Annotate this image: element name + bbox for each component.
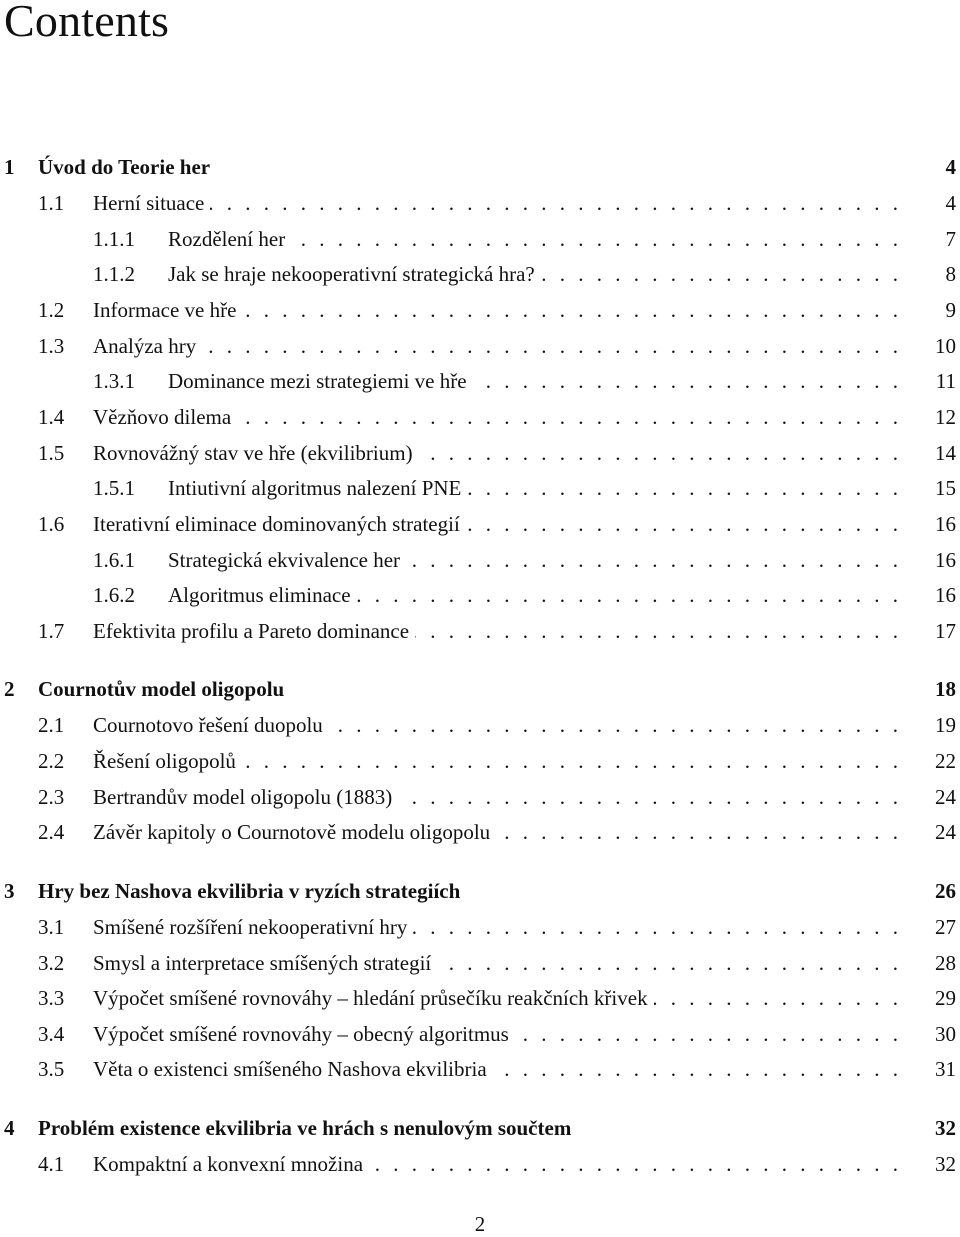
entry-title: Rozdělení her . . . bbox=[168, 224, 902, 254]
entry-number: 1 bbox=[4, 155, 15, 179]
entry-title: Algoritmus eliminace . . . bbox=[168, 580, 902, 610]
entry-title: Výpočet smíšené rovnováhy – hledání průsečíku reakčních křivek . . . bbox=[93, 983, 902, 1013]
entry-number: 1.2 bbox=[38, 298, 65, 322]
toc-section[interactable] bbox=[0, 817, 960, 847]
toc-section[interactable] bbox=[0, 948, 960, 978]
toc-section[interactable] bbox=[0, 746, 960, 776]
entry-title: Jak se hraje nekooperativní strategická hra? . . . bbox=[168, 259, 902, 289]
toc-section[interactable] bbox=[0, 983, 960, 1013]
toc-section[interactable] bbox=[0, 912, 960, 942]
entry-number: 1.4 bbox=[38, 405, 65, 429]
entry-title: Bertrandův model oligopolu (1883) . . . bbox=[93, 782, 902, 812]
toc-subsection[interactable] bbox=[0, 366, 960, 396]
entry-title: Výpočet smíšené rovnováhy – obecný algoritmus . . . bbox=[93, 1019, 902, 1049]
entry-number: 1.6.1 bbox=[93, 548, 135, 572]
entry-page: 16 bbox=[935, 583, 956, 607]
entry-page: 31 bbox=[935, 1057, 956, 1081]
entry-number: 3.1 bbox=[38, 915, 65, 939]
toc-chapter[interactable] bbox=[0, 152, 960, 182]
entry-number: 4 bbox=[4, 1116, 15, 1140]
toc-section[interactable] bbox=[0, 295, 960, 325]
entry-title: Informace ve hře . . . bbox=[93, 295, 902, 325]
toc-section[interactable] bbox=[0, 509, 960, 539]
toc-section[interactable] bbox=[0, 1019, 960, 1049]
entry-number: 1.7 bbox=[38, 619, 65, 643]
entry-title: Cournotovo řešení duopolu . . . bbox=[93, 710, 902, 740]
entry-title: Smíšené rozšíření nekooperativní hry . . . bbox=[93, 912, 902, 942]
entry-title: Věta o existenci smíšeného Nashova ekvilibria . . . bbox=[93, 1054, 902, 1084]
toc-subsection[interactable] bbox=[0, 259, 960, 289]
toc-section[interactable] bbox=[0, 616, 960, 646]
entry-page: 17 bbox=[935, 619, 956, 643]
entry-page: 12 bbox=[935, 405, 956, 429]
entry-number: 1.1.1 bbox=[93, 227, 135, 251]
entry-page: 24 bbox=[935, 820, 956, 844]
entry-number: 1.6 bbox=[38, 512, 65, 536]
entry-page: 28 bbox=[935, 951, 956, 975]
entry-title: Vězňovo dilema . . . bbox=[93, 402, 902, 432]
toc-section[interactable] bbox=[0, 782, 960, 812]
entry-page: 30 bbox=[935, 1022, 956, 1046]
toc-subsection[interactable] bbox=[0, 545, 960, 575]
entry-title: Herní situace . . . bbox=[93, 188, 902, 218]
entry-number: 2.2 bbox=[38, 749, 65, 773]
entry-page: 18 bbox=[935, 677, 956, 701]
entry-page: 24 bbox=[935, 785, 956, 809]
entry-page: 4 bbox=[945, 191, 956, 215]
toc-subsection[interactable] bbox=[0, 580, 960, 610]
entry-number: 1.1.2 bbox=[93, 262, 135, 286]
entry-number: 1.5 bbox=[38, 441, 65, 465]
entry-number: 4.1 bbox=[38, 1152, 65, 1176]
entry-page: 32 bbox=[935, 1116, 956, 1140]
page-number: 2 bbox=[474, 1212, 486, 1236]
entry-number: 1.3 bbox=[38, 334, 65, 358]
entry-title: Úvod do Teorie her bbox=[38, 152, 216, 182]
toc-section[interactable] bbox=[0, 1149, 960, 1179]
entry-page: 7 bbox=[945, 227, 956, 251]
entry-title: Kompaktní a konvexní množina . . . bbox=[93, 1149, 902, 1179]
entry-title: Cournotův model oligopolu bbox=[38, 674, 290, 704]
entry-title: Intiutivní algoritmus nalezení PNE . . . bbox=[168, 473, 902, 503]
entry-title: Řešení oligopolů . . . bbox=[93, 746, 902, 776]
entry-page: 29 bbox=[935, 986, 956, 1010]
toc-section[interactable] bbox=[0, 331, 960, 361]
entry-page: 11 bbox=[935, 369, 956, 393]
entry-number: 2 bbox=[4, 677, 15, 701]
toc-section[interactable] bbox=[0, 438, 960, 468]
entry-page: 26 bbox=[935, 879, 956, 903]
entry-number: 3 bbox=[4, 879, 15, 903]
entry-number: 2.1 bbox=[38, 713, 65, 737]
entry-number: 1.6.2 bbox=[93, 583, 135, 607]
entry-title: Rovnovážný stav ve hře (ekvilibrium) . . . bbox=[93, 438, 902, 468]
entry-title: Smysl a interpretace smíšených strategií . . . bbox=[93, 948, 902, 978]
entry-page: 32 bbox=[935, 1152, 956, 1176]
entry-page: 4 bbox=[945, 155, 956, 179]
entry-number: 2.4 bbox=[38, 820, 65, 844]
entry-number: 1.5.1 bbox=[93, 476, 135, 500]
entry-title: Závěr kapitoly o Cournotově modelu oligopolu . . . bbox=[93, 817, 902, 847]
toc-chapter[interactable] bbox=[0, 876, 960, 906]
entry-page: 14 bbox=[935, 441, 956, 465]
entry-page: 27 bbox=[935, 915, 956, 939]
entry-number: 3.2 bbox=[38, 951, 65, 975]
entry-number: 1.1 bbox=[38, 191, 65, 215]
toc-section[interactable] bbox=[0, 710, 960, 740]
entry-page: 22 bbox=[935, 749, 956, 773]
entry-page: 8 bbox=[945, 262, 956, 286]
toc-chapter[interactable] bbox=[0, 674, 960, 704]
toc-chapter[interactable] bbox=[0, 1113, 960, 1143]
toc-section[interactable] bbox=[0, 188, 960, 218]
entry-page: 15 bbox=[935, 476, 956, 500]
entry-page: 9 bbox=[945, 298, 956, 322]
entry-title: Dominance mezi strategiemi ve hře . . . bbox=[168, 366, 902, 396]
toc-section[interactable] bbox=[0, 402, 960, 432]
entry-number: 1.3.1 bbox=[93, 369, 135, 393]
entry-number: 3.3 bbox=[38, 986, 65, 1010]
entry-number: 3.4 bbox=[38, 1022, 65, 1046]
entry-title: Hry bez Nashova ekvilibria v ryzích strategiích bbox=[38, 876, 466, 906]
entry-number: 3.5 bbox=[38, 1057, 65, 1081]
entry-number: 2.3 bbox=[38, 785, 65, 809]
entry-title: Strategická ekvivalence her . . . bbox=[168, 545, 902, 575]
entry-page: 10 bbox=[935, 334, 956, 358]
entry-title: Iterativní eliminace dominovaných strategií . . . bbox=[93, 509, 902, 539]
entry-page: 19 bbox=[935, 713, 956, 737]
entry-page: 16 bbox=[935, 512, 956, 536]
page-title: Contents bbox=[4, 0, 170, 46]
entry-title: Efektivita profilu a Pareto dominance . . . bbox=[93, 616, 902, 646]
toc-subsection[interactable] bbox=[0, 473, 960, 503]
entry-title: Problém existence ekvilibria ve hrách s nenulovým součtem bbox=[38, 1113, 577, 1143]
entry-page: 16 bbox=[935, 548, 956, 572]
toc-subsection[interactable] bbox=[0, 224, 960, 254]
toc-section[interactable] bbox=[0, 1054, 960, 1084]
entry-title: Analýza hry . . . bbox=[93, 331, 902, 361]
